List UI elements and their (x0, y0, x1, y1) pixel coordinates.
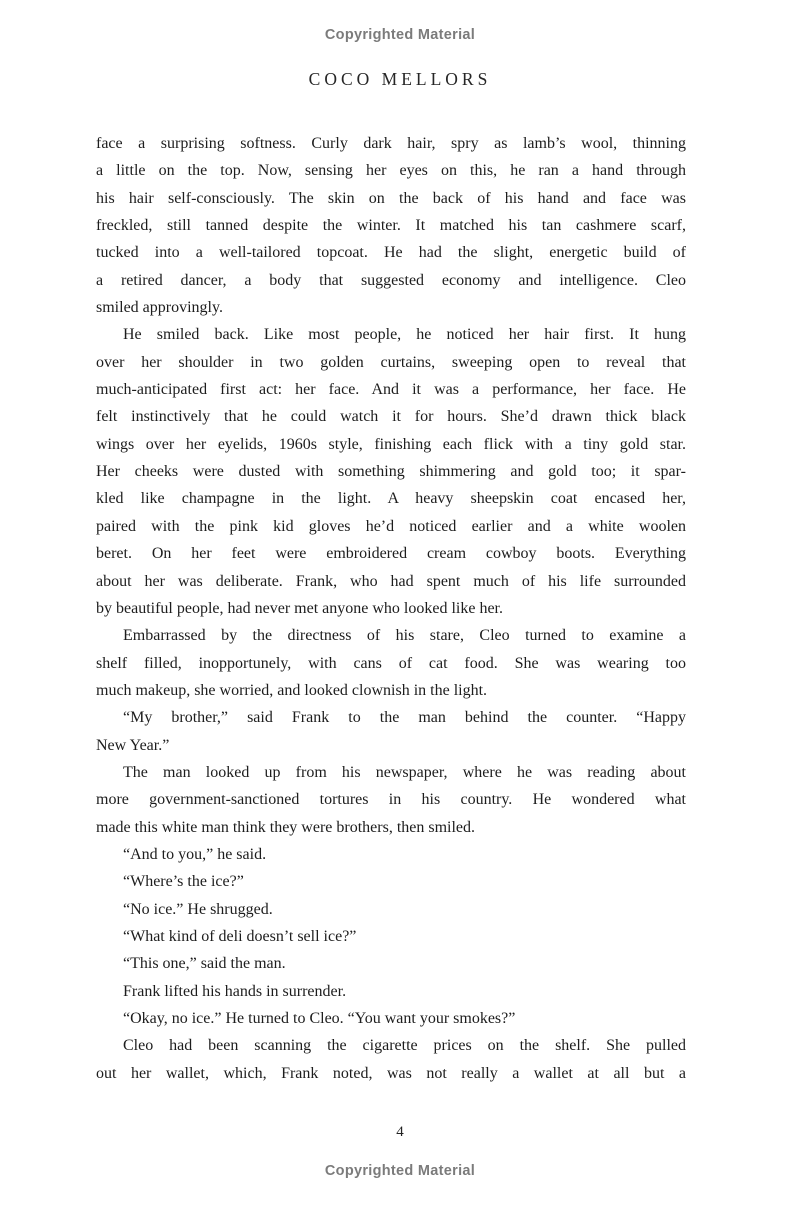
body-text-line: Embarrassed by the directness of his stare, Cleo turned to examine a (123, 627, 686, 645)
body-text-line: The man looked up from his newspaper, where he was reading about (123, 763, 686, 781)
body-text-line: “What kind of deli doesn’t sell ice?” (123, 927, 357, 945)
body-text-line: “This one,” said the man. (123, 955, 286, 973)
body-text-line: shelf filled, inopportunely, with cans of cat food. She was wearing too (96, 654, 686, 672)
body-text-line: face a surprising softness. Curly dark hair, spry as lamb’s wool, thinning (96, 135, 686, 152)
body-text-line: smiled approvingly. (96, 299, 223, 317)
body-text-line: much-anticipated first act: her face. And it was a performance, her face. He (96, 381, 686, 399)
body-text-line: his hair self-consciously. The skin on the back of his hand and face was (96, 189, 686, 207)
body-text-line: over her shoulder in two golden curtains, sweeping open to reveal that (96, 353, 686, 371)
body-text-line: a little on the top. Now, sensing her eyes on this, he ran a hand through (96, 162, 686, 180)
body-text-line: much makeup, she worried, and looked clownish in the light. (96, 681, 488, 699)
body-text-line: He smiled back. Like most people, he noticed her hair first. It hung (123, 326, 686, 344)
body-text-line: beret. On her feet were embroidered cream cowboy boots. Everything (96, 545, 686, 563)
body-text-line: a retired dancer, a body that suggested economy and intelligence. Cleo (96, 271, 686, 289)
body-text-line: out her wallet, which, Frank noted, was not really a wallet at all but a (96, 1064, 686, 1082)
body-text-line: about her was deliberate. Frank, who had spent much of his life surrounded (96, 572, 686, 590)
body-text-line: “My brother,” said Frank to the man behind the counter. “Happy (123, 709, 686, 727)
body-text-line: freckled, still tanned despite the winter. It matched his tan cashmere scarf, (96, 217, 686, 235)
body-text-line: Frank lifted his hands in surrender. (123, 982, 347, 1000)
running-header-author: COCO MELLORS (308, 69, 492, 89)
body-text-line: tucked into a well-tailored topcoat. He had the slight, energetic build of (96, 244, 686, 262)
body-text-line: “Where’s the ice?” (123, 873, 244, 891)
text-block (96, 130, 686, 1087)
body-text-line: New Year.” (96, 736, 170, 754)
body-text-line: kled like champagne in the light. A heavy sheepskin coat encased her, (96, 490, 686, 508)
body-text-line: “And to you,” he said. (123, 845, 267, 863)
body-text-line: “Okay, no ice.” He turned to Cleo. “You want your smokes?” (123, 1010, 516, 1027)
body-text-line: made this white man think they were brothers, then smiled. (96, 818, 476, 836)
body-text-line: Cleo had been scanning the cigarette prices on the shelf. She pulled (123, 1037, 686, 1055)
body-text-line: by beautiful people, had never met anyone who looked like her. (96, 599, 503, 617)
body-text-line: felt instinctively that he could watch it for hours. She’d drawn thick black (96, 408, 686, 426)
page-number: 4 (396, 1124, 404, 1140)
body-text-line: wings over her eyelids, 1960s style, finishing each flick with a tiny gold star. (96, 435, 686, 453)
body-text-line: paired with the pink kid gloves he’d noticed earlier and a white woolen (96, 517, 686, 535)
body-text-line: “No ice.” He shrugged. (123, 900, 273, 918)
top-copyright-notice: Copyrighted Material (324, 27, 476, 43)
body-text-line: Her cheeks were dusted with something shimmering and gold too; it spar- (96, 463, 686, 481)
body-text-line: more government-sanctioned tortures in his country. He wondered what (96, 791, 686, 809)
bottom-copyright-notice: Copyrighted Material (324, 1163, 476, 1179)
